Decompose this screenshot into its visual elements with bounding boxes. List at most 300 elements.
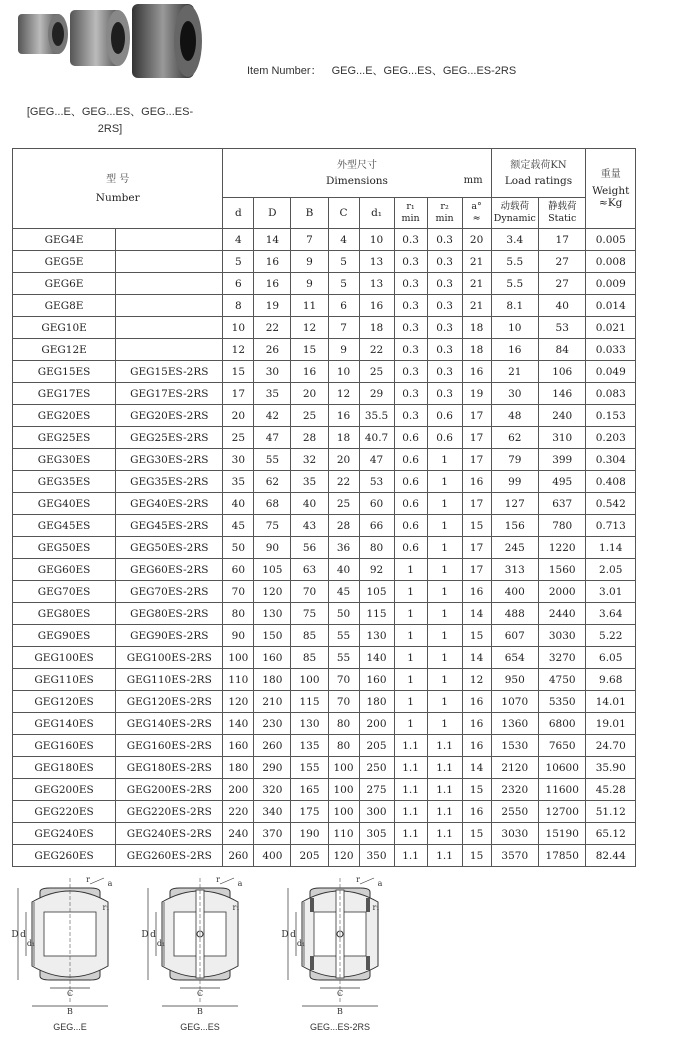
dim-label-a: a bbox=[107, 879, 113, 888]
cell-d: 80 bbox=[223, 603, 254, 625]
table-row bbox=[13, 537, 636, 559]
cell-C: 55 bbox=[328, 625, 359, 647]
bearing-diagrams bbox=[10, 868, 410, 1038]
cell-r2: 1 bbox=[427, 537, 462, 559]
cell-w: 0.005 bbox=[586, 229, 636, 251]
cell-dyn: 245 bbox=[491, 537, 538, 559]
cell-a: 21 bbox=[462, 295, 491, 317]
cell-model: GEG10E bbox=[13, 317, 116, 339]
cell-model: GEG110ES bbox=[13, 669, 116, 691]
cell-d1: 13 bbox=[359, 273, 394, 295]
col-C-header: C bbox=[328, 198, 359, 229]
seal-right bbox=[366, 898, 370, 912]
diagram-geg-es-2rs bbox=[281, 875, 382, 1032]
cell-dyn: 30 bbox=[491, 383, 538, 405]
cell-w: 0.083 bbox=[586, 383, 636, 405]
cell-r2: 1 bbox=[427, 647, 462, 669]
cell-r1: 0.3 bbox=[394, 405, 427, 427]
cell-B: 135 bbox=[291, 735, 328, 757]
table-row bbox=[13, 757, 636, 779]
cell-d: 120 bbox=[223, 691, 254, 713]
cell-stat: 17 bbox=[539, 229, 586, 251]
cell-B: 20 bbox=[291, 383, 328, 405]
cell-r2: 0.3 bbox=[427, 251, 462, 273]
cell-C: 100 bbox=[328, 779, 359, 801]
table-row bbox=[13, 339, 636, 361]
dims-unit: mm bbox=[463, 175, 483, 186]
table-row bbox=[13, 691, 636, 713]
cell-model: GEG12E bbox=[13, 339, 116, 361]
cell-D: 26 bbox=[254, 339, 291, 361]
cell-C: 5 bbox=[328, 273, 359, 295]
cell-B: 63 bbox=[291, 559, 328, 581]
cell-D: 400 bbox=[254, 845, 291, 867]
cell-D: 230 bbox=[254, 713, 291, 735]
table-row bbox=[13, 603, 636, 625]
cell-C: 28 bbox=[328, 515, 359, 537]
cell-r2: 1.1 bbox=[427, 779, 462, 801]
cell-d: 180 bbox=[223, 757, 254, 779]
cell-C: 70 bbox=[328, 669, 359, 691]
table-row bbox=[13, 713, 636, 735]
cell-d: 260 bbox=[223, 845, 254, 867]
cell-r2: 0.3 bbox=[427, 273, 462, 295]
cell-r2: 1 bbox=[427, 515, 462, 537]
dim-label-C: C bbox=[336, 989, 344, 998]
caption-line-2: 2RS] bbox=[97, 123, 123, 135]
col-a-label: a° bbox=[471, 201, 482, 212]
cell-stat: 637 bbox=[539, 493, 586, 515]
cell-model-2rs bbox=[116, 273, 223, 295]
table-row bbox=[13, 581, 636, 603]
col-static-header bbox=[539, 198, 586, 229]
cell-w: 35.90 bbox=[586, 757, 636, 779]
cell-r1: 0.3 bbox=[394, 339, 427, 361]
cell-model: GEG80ES bbox=[13, 603, 116, 625]
cell-r1: 0.3 bbox=[394, 251, 427, 273]
cell-C: 100 bbox=[328, 757, 359, 779]
cell-r1: 1 bbox=[394, 691, 427, 713]
cell-B: 155 bbox=[291, 757, 328, 779]
cell-r1: 0.6 bbox=[394, 537, 427, 559]
cell-model-2rs bbox=[116, 251, 223, 273]
cell-a: 16 bbox=[462, 471, 491, 493]
cell-model: GEG4E bbox=[13, 229, 116, 251]
col-r2-label: r₂ bbox=[440, 201, 449, 212]
cell-stat: 1220 bbox=[539, 537, 586, 559]
table-row bbox=[13, 669, 636, 691]
cell-stat: 146 bbox=[539, 383, 586, 405]
cell-r1: 0.6 bbox=[394, 427, 427, 449]
cell-r2: 1 bbox=[427, 471, 462, 493]
cell-w: 0.049 bbox=[586, 361, 636, 383]
cell-d1: 140 bbox=[359, 647, 394, 669]
cell-a: 18 bbox=[462, 339, 491, 361]
cell-D: 35 bbox=[254, 383, 291, 405]
cell-model-2rs: GEG120ES-2RS bbox=[116, 691, 223, 713]
cell-D: 105 bbox=[254, 559, 291, 581]
col-d-header: d bbox=[223, 198, 254, 229]
dim-label-d1: d₁ bbox=[156, 939, 166, 948]
model-header-en: Number bbox=[95, 191, 140, 204]
cell-r1: 1 bbox=[394, 625, 427, 647]
cell-d: 30 bbox=[223, 449, 254, 471]
cell-d: 17 bbox=[223, 383, 254, 405]
col-static-en: Static bbox=[548, 213, 577, 224]
cell-stat: 1560 bbox=[539, 559, 586, 581]
cell-D: 22 bbox=[254, 317, 291, 339]
dims-header bbox=[223, 149, 491, 198]
cell-model: GEG35ES bbox=[13, 471, 116, 493]
cell-a: 15 bbox=[462, 625, 491, 647]
cell-stat: 3270 bbox=[539, 647, 586, 669]
cell-r1: 1 bbox=[394, 581, 427, 603]
cell-r2: 1 bbox=[427, 449, 462, 471]
cell-dyn: 3.4 bbox=[491, 229, 538, 251]
table-row bbox=[13, 559, 636, 581]
cell-model-2rs bbox=[116, 317, 223, 339]
cell-a: 17 bbox=[462, 449, 491, 471]
cell-d: 20 bbox=[223, 405, 254, 427]
cell-D: 120 bbox=[254, 581, 291, 603]
cell-dyn: 3570 bbox=[491, 845, 538, 867]
cell-model: GEG6E bbox=[13, 273, 116, 295]
weight-header-unit: ≈Kg bbox=[599, 196, 623, 209]
cell-a: 16 bbox=[462, 713, 491, 735]
dim-label-r1: r₁ bbox=[102, 903, 110, 912]
angle-line bbox=[220, 878, 234, 884]
cell-r1: 0.3 bbox=[394, 361, 427, 383]
cell-d1: 200 bbox=[359, 713, 394, 735]
cell-r1: 0.6 bbox=[394, 515, 427, 537]
col-r1-label: r₁ bbox=[406, 201, 415, 212]
cell-B: 9 bbox=[291, 251, 328, 273]
cell-B: 15 bbox=[291, 339, 328, 361]
cell-C: 55 bbox=[328, 647, 359, 669]
cell-model: GEG100ES bbox=[13, 647, 116, 669]
cell-B: 85 bbox=[291, 625, 328, 647]
cell-dyn: 16 bbox=[491, 339, 538, 361]
cell-a: 16 bbox=[462, 581, 491, 603]
cell-r2: 1.1 bbox=[427, 801, 462, 823]
cell-model-2rs: GEG40ES-2RS bbox=[116, 493, 223, 515]
cell-dyn: 10 bbox=[491, 317, 538, 339]
cell-stat: 310 bbox=[539, 427, 586, 449]
cell-model: GEG40ES bbox=[13, 493, 116, 515]
cell-d1: 35.5 bbox=[359, 405, 394, 427]
cell-a: 12 bbox=[462, 669, 491, 691]
cell-r2: 1 bbox=[427, 713, 462, 735]
cell-a: 17 bbox=[462, 405, 491, 427]
cell-r2: 0.3 bbox=[427, 229, 462, 251]
cell-B: 16 bbox=[291, 361, 328, 383]
cell-stat: 15190 bbox=[539, 823, 586, 845]
cell-a: 17 bbox=[462, 559, 491, 581]
angle-line bbox=[90, 878, 104, 884]
cell-D: 150 bbox=[254, 625, 291, 647]
diagram-geg-es bbox=[141, 875, 242, 1032]
cell-stat: 2000 bbox=[539, 581, 586, 603]
item-number-0: GEG...E、 bbox=[331, 65, 384, 77]
cell-C: 9 bbox=[328, 339, 359, 361]
cell-B: 28 bbox=[291, 427, 328, 449]
table-row bbox=[13, 493, 636, 515]
item-number-label: Item Number： bbox=[247, 65, 322, 77]
cell-stat: 53 bbox=[539, 317, 586, 339]
cell-stat: 780 bbox=[539, 515, 586, 537]
col-d1-header: d₁ bbox=[359, 198, 394, 229]
cell-model: GEG180ES bbox=[13, 757, 116, 779]
cell-dyn: 2120 bbox=[491, 757, 538, 779]
col-D-header: D bbox=[254, 198, 291, 229]
cell-D: 16 bbox=[254, 251, 291, 273]
cell-stat: 11600 bbox=[539, 779, 586, 801]
table-row bbox=[13, 427, 636, 449]
cell-w: 0.009 bbox=[586, 273, 636, 295]
cell-dyn: 48 bbox=[491, 405, 538, 427]
col-r2-header bbox=[427, 198, 462, 229]
cell-stat: 6800 bbox=[539, 713, 586, 735]
cell-dyn: 5.5 bbox=[491, 251, 538, 273]
table-row bbox=[13, 383, 636, 405]
col-r2-sub: min bbox=[435, 213, 454, 224]
cell-B: 7 bbox=[291, 229, 328, 251]
cell-d: 70 bbox=[223, 581, 254, 603]
cell-model-2rs: GEG220ES-2RS bbox=[116, 801, 223, 823]
item-number-1: GEG...ES、 bbox=[383, 65, 443, 77]
cell-B: 25 bbox=[291, 405, 328, 427]
caption-line-1: [GEG...E、GEG...ES、GEG...ES- bbox=[26, 106, 194, 118]
cell-stat: 5350 bbox=[539, 691, 586, 713]
cell-w: 5.22 bbox=[586, 625, 636, 647]
cell-dyn: 127 bbox=[491, 493, 538, 515]
col-a-header bbox=[462, 198, 491, 229]
cell-model: GEG50ES bbox=[13, 537, 116, 559]
cell-model-2rs: GEG110ES-2RS bbox=[116, 669, 223, 691]
cell-w: 0.203 bbox=[586, 427, 636, 449]
dim-label-C: C bbox=[196, 989, 204, 998]
cell-D: 19 bbox=[254, 295, 291, 317]
cell-r2: 0.3 bbox=[427, 317, 462, 339]
cell-a: 19 bbox=[462, 383, 491, 405]
cell-dyn: 1360 bbox=[491, 713, 538, 735]
cell-D: 210 bbox=[254, 691, 291, 713]
cell-stat: 10600 bbox=[539, 757, 586, 779]
cell-model-2rs bbox=[116, 229, 223, 251]
cell-stat: 12700 bbox=[539, 801, 586, 823]
cell-r1: 1.1 bbox=[394, 735, 427, 757]
cell-model: GEG140ES bbox=[13, 713, 116, 735]
cell-B: 12 bbox=[291, 317, 328, 339]
seal-left-bottom bbox=[310, 956, 314, 970]
cell-r2: 0.3 bbox=[427, 383, 462, 405]
cell-model-2rs: GEG100ES-2RS bbox=[116, 647, 223, 669]
cell-model-2rs bbox=[116, 295, 223, 317]
cell-D: 180 bbox=[254, 669, 291, 691]
dim-label-d: d bbox=[20, 930, 26, 940]
cell-w: 51.12 bbox=[586, 801, 636, 823]
cell-model-2rs: GEG90ES-2RS bbox=[116, 625, 223, 647]
cell-stat: 399 bbox=[539, 449, 586, 471]
dim-label-B: B bbox=[337, 1007, 343, 1016]
cell-r2: 0.6 bbox=[427, 427, 462, 449]
cell-C: 4 bbox=[328, 229, 359, 251]
cell-w: 3.64 bbox=[586, 603, 636, 625]
cell-w: 2.05 bbox=[586, 559, 636, 581]
cell-stat: 84 bbox=[539, 339, 586, 361]
cell-a: 18 bbox=[462, 317, 491, 339]
cell-w: 19.01 bbox=[586, 713, 636, 735]
cell-C: 50 bbox=[328, 603, 359, 625]
cell-model: GEG160ES bbox=[13, 735, 116, 757]
cell-model-2rs bbox=[116, 339, 223, 361]
cell-C: 18 bbox=[328, 427, 359, 449]
col-r1-header bbox=[394, 198, 427, 229]
dim-label-d: d bbox=[290, 930, 296, 940]
cell-d1: 250 bbox=[359, 757, 394, 779]
cell-model: GEG200ES bbox=[13, 779, 116, 801]
cell-d: 240 bbox=[223, 823, 254, 845]
cell-d: 220 bbox=[223, 801, 254, 823]
cell-stat: 17850 bbox=[539, 845, 586, 867]
item-number-2: GEG...ES-2RS bbox=[442, 65, 517, 77]
cell-D: 320 bbox=[254, 779, 291, 801]
cell-d1: 47 bbox=[359, 449, 394, 471]
cell-D: 62 bbox=[254, 471, 291, 493]
table-row bbox=[13, 801, 636, 823]
cell-d1: 66 bbox=[359, 515, 394, 537]
cell-B: 35 bbox=[291, 471, 328, 493]
cell-a: 16 bbox=[462, 801, 491, 823]
cell-d: 200 bbox=[223, 779, 254, 801]
cell-a: 15 bbox=[462, 845, 491, 867]
cell-d: 40 bbox=[223, 493, 254, 515]
cell-B: 205 bbox=[291, 845, 328, 867]
cell-model-2rs: GEG240ES-2RS bbox=[116, 823, 223, 845]
cell-model-2rs: GEG160ES-2RS bbox=[116, 735, 223, 757]
cell-C: 5 bbox=[328, 251, 359, 273]
cell-a: 21 bbox=[462, 251, 491, 273]
dim-label-C: C bbox=[66, 989, 74, 998]
cell-C: 36 bbox=[328, 537, 359, 559]
cell-r1: 1 bbox=[394, 559, 427, 581]
cell-d: 35 bbox=[223, 471, 254, 493]
cell-dyn: 1530 bbox=[491, 735, 538, 757]
cell-d: 12 bbox=[223, 339, 254, 361]
cell-C: 70 bbox=[328, 691, 359, 713]
cell-D: 55 bbox=[254, 449, 291, 471]
cell-a: 14 bbox=[462, 603, 491, 625]
cell-w: 6.05 bbox=[586, 647, 636, 669]
table-row bbox=[13, 317, 636, 339]
cell-d1: 13 bbox=[359, 251, 394, 273]
cell-d: 4 bbox=[223, 229, 254, 251]
cell-r1: 1 bbox=[394, 669, 427, 691]
cell-a: 15 bbox=[462, 779, 491, 801]
dim-label-r: r bbox=[356, 875, 360, 884]
cell-r1: 1 bbox=[394, 603, 427, 625]
table-row bbox=[13, 229, 636, 251]
table-row bbox=[13, 779, 636, 801]
cell-dyn: 313 bbox=[491, 559, 538, 581]
cell-r1: 0.6 bbox=[394, 449, 427, 471]
cell-model: GEG260ES bbox=[13, 845, 116, 867]
cell-B: 70 bbox=[291, 581, 328, 603]
cell-d: 160 bbox=[223, 735, 254, 757]
cell-r2: 0.3 bbox=[427, 339, 462, 361]
cell-r2: 1 bbox=[427, 691, 462, 713]
cell-r1: 1.1 bbox=[394, 801, 427, 823]
cell-d1: 180 bbox=[359, 691, 394, 713]
cell-C: 7 bbox=[328, 317, 359, 339]
cell-dyn: 79 bbox=[491, 449, 538, 471]
cell-a: 16 bbox=[462, 735, 491, 757]
dim-label-a: a bbox=[377, 879, 383, 888]
diagram-label: GEG...E bbox=[53, 1022, 87, 1032]
cell-stat: 106 bbox=[539, 361, 586, 383]
cell-model: GEG30ES bbox=[13, 449, 116, 471]
cell-C: 110 bbox=[328, 823, 359, 845]
dim-label-D: D bbox=[141, 930, 149, 940]
dim-label-d1: d₁ bbox=[296, 939, 306, 948]
cell-d1: 18 bbox=[359, 317, 394, 339]
cell-r1: 0.3 bbox=[394, 273, 427, 295]
cell-model-2rs: GEG70ES-2RS bbox=[116, 581, 223, 603]
dim-label-d: d bbox=[150, 930, 156, 940]
cell-D: 130 bbox=[254, 603, 291, 625]
cell-w: 9.68 bbox=[586, 669, 636, 691]
cell-a: 17 bbox=[462, 493, 491, 515]
cell-D: 340 bbox=[254, 801, 291, 823]
cell-D: 42 bbox=[254, 405, 291, 427]
cell-d: 100 bbox=[223, 647, 254, 669]
diagram-label: GEG...ES-2RS bbox=[309, 1022, 371, 1032]
cell-model: GEG70ES bbox=[13, 581, 116, 603]
cell-model-2rs: GEG45ES-2RS bbox=[116, 515, 223, 537]
cell-d1: 275 bbox=[359, 779, 394, 801]
cell-w: 0.153 bbox=[586, 405, 636, 427]
cell-w: 0.542 bbox=[586, 493, 636, 515]
cell-a: 16 bbox=[462, 691, 491, 713]
cell-r1: 0.6 bbox=[394, 493, 427, 515]
cell-r2: 1.1 bbox=[427, 823, 462, 845]
cell-dyn: 8.1 bbox=[491, 295, 538, 317]
cell-w: 14.01 bbox=[586, 691, 636, 713]
cell-r2: 1 bbox=[427, 493, 462, 515]
cell-r2: 1 bbox=[427, 625, 462, 647]
cell-w: 0.021 bbox=[586, 317, 636, 339]
table-row bbox=[13, 273, 636, 295]
cell-dyn: 3030 bbox=[491, 823, 538, 845]
cell-w: 0.408 bbox=[586, 471, 636, 493]
cell-d1: 22 bbox=[359, 339, 394, 361]
cell-dyn: 400 bbox=[491, 581, 538, 603]
cell-a: 17 bbox=[462, 427, 491, 449]
cell-model: GEG60ES bbox=[13, 559, 116, 581]
cell-d: 110 bbox=[223, 669, 254, 691]
table-body bbox=[13, 229, 636, 867]
cell-r2: 1 bbox=[427, 559, 462, 581]
spec-table bbox=[12, 148, 636, 867]
cell-C: 25 bbox=[328, 493, 359, 515]
cell-a: 15 bbox=[462, 515, 491, 537]
cell-dyn: 654 bbox=[491, 647, 538, 669]
dim-label-D: D bbox=[11, 930, 19, 940]
cell-d1: 10 bbox=[359, 229, 394, 251]
cell-stat: 3030 bbox=[539, 625, 586, 647]
cell-D: 160 bbox=[254, 647, 291, 669]
cell-r2: 0.3 bbox=[427, 295, 462, 317]
